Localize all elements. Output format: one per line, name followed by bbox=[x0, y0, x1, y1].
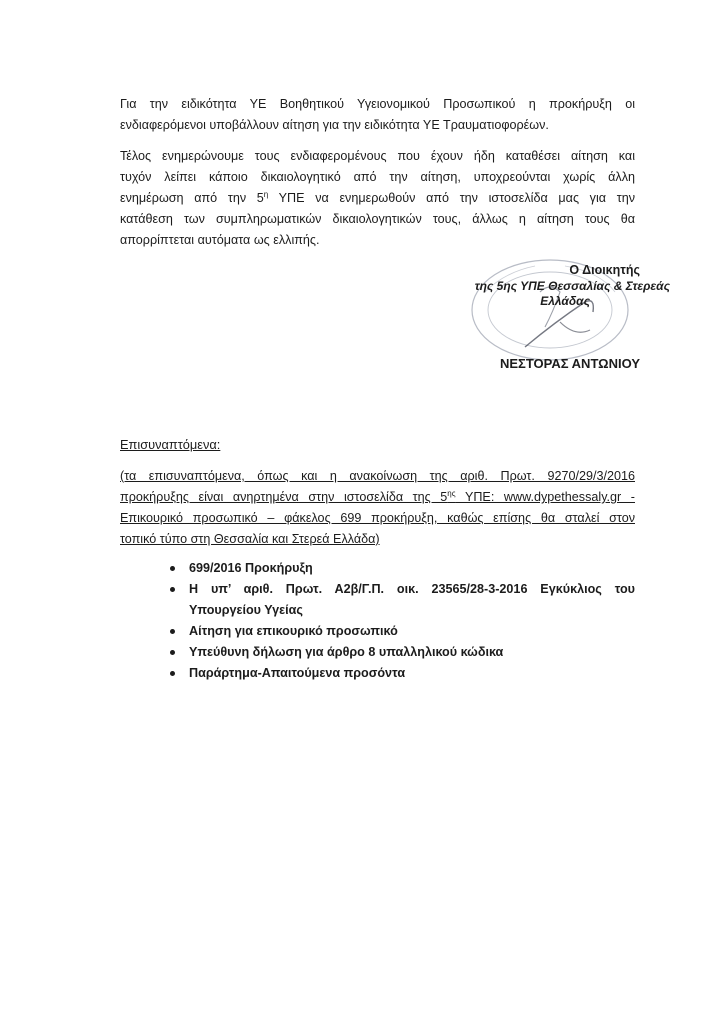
text-fragment: ενημέρωση από την 5 bbox=[120, 191, 264, 205]
text-fragment: ΥΠΕ: www.dypethessaly.gr - bbox=[455, 490, 635, 504]
list-item bbox=[150, 621, 635, 642]
ordinal-superscript: ης bbox=[447, 488, 456, 498]
attachments-note bbox=[120, 466, 635, 550]
bullet-icon bbox=[170, 650, 175, 655]
list-item bbox=[150, 642, 635, 663]
list-item bbox=[150, 663, 635, 684]
signatory-organization-line-2: Ελλάδας bbox=[540, 294, 590, 308]
list-item bbox=[150, 579, 635, 621]
paragraph-2-line-5: απορρίπτεται αυτόματα ως ελλιπής. bbox=[120, 233, 320, 247]
list-item-text: Παράρτημα-Απαιτούμενα προσόντα bbox=[189, 666, 406, 680]
paragraph-1 bbox=[120, 94, 635, 136]
list-item-text: Υπεύθυνη δήλωση για άρθρο 8 υπαλληλικού κώδικα bbox=[189, 645, 504, 659]
paragraph-2-line-4: κατάθεση των συμπληρωματικών δικαιολογητικών τους, άλλως η αίτηση τους θα bbox=[120, 212, 635, 226]
text-fragment: προκήρυξης είναι ανηρτημένα στην ιστοσελίδα της 5 bbox=[120, 490, 448, 504]
bullet-icon bbox=[170, 587, 175, 592]
signatory-organization-line-1: της 5ης ΥΠΕ Θεσσαλίας & Στερεάς bbox=[474, 279, 670, 293]
paragraph-2-line-3 bbox=[120, 188, 635, 209]
paragraph-2-line-2: τυχόν λείπει κάποιο δικαιολογητικό από την αίτηση, υποχρεούνται χωρίς άλλη bbox=[120, 170, 635, 184]
attachments-list bbox=[150, 558, 635, 684]
text-fragment: ΥΠΕ να ενημερωθούν από την ιστοσελίδα μας για την bbox=[268, 191, 635, 205]
signatory-title: Ο Διοικητής bbox=[569, 263, 640, 277]
paragraph-1-line-1: Για την ειδικότητα ΥΕ Βοηθητικού Υγειονομικού Προσωπικού η προκήρυξη οι bbox=[120, 97, 635, 111]
list-item-text: Αίτηση για επικουρικό προσωπικό bbox=[189, 624, 398, 638]
list-item bbox=[150, 558, 635, 579]
bullet-icon bbox=[170, 629, 175, 634]
attachments-note-line-2 bbox=[120, 487, 635, 508]
list-item-text-continued: Υπουργείου Υγείας bbox=[189, 603, 303, 617]
attachments-heading: Επισυναπτόμενα: bbox=[120, 437, 221, 452]
attachments-note-line-3: Επικουρικό προσωπικό – φάκελος 699 προκήρυξη, καθώς επίσης θα σταλεί στον bbox=[120, 511, 635, 525]
paragraph-1-line-2: ενδιαφερόμενοι υποβάλλουν αίτηση για την ειδικότητα ΥΕ Τραυματιοφορέων. bbox=[120, 118, 549, 132]
bullet-icon bbox=[170, 566, 175, 571]
bullet-icon bbox=[170, 671, 175, 676]
attachments-note-line-4: τοπικό τύπο στη Θεσσαλία και Στερεά Ελλάδα) bbox=[120, 532, 380, 546]
ordinal-superscript: η bbox=[263, 189, 269, 199]
signatory-name: ΝΕΣΤΟΡΑΣ ΑΝΤΩΝΙΟΥ bbox=[499, 356, 640, 371]
list-item-text: Η υπ’ αριθ. Πρωτ. Α2β/Γ.Π. οικ. 23565/28-3-2016 Εγκύκλιος του bbox=[189, 582, 635, 596]
paragraph-2-line-1: Τέλος ενημερώνουμε τους ενδιαφερομένους που έχουν ήδη καταθέσει αίτηση και bbox=[120, 149, 635, 163]
paragraph-2 bbox=[120, 146, 635, 251]
attachments-note-line-1: (τα επισυναπτόμενα, όπως και η ανακοίνωση της αριθ. Πρωτ. 9270/29/3/2016 bbox=[120, 469, 635, 483]
list-item-text: 699/2016 Προκήρυξη bbox=[189, 561, 313, 575]
